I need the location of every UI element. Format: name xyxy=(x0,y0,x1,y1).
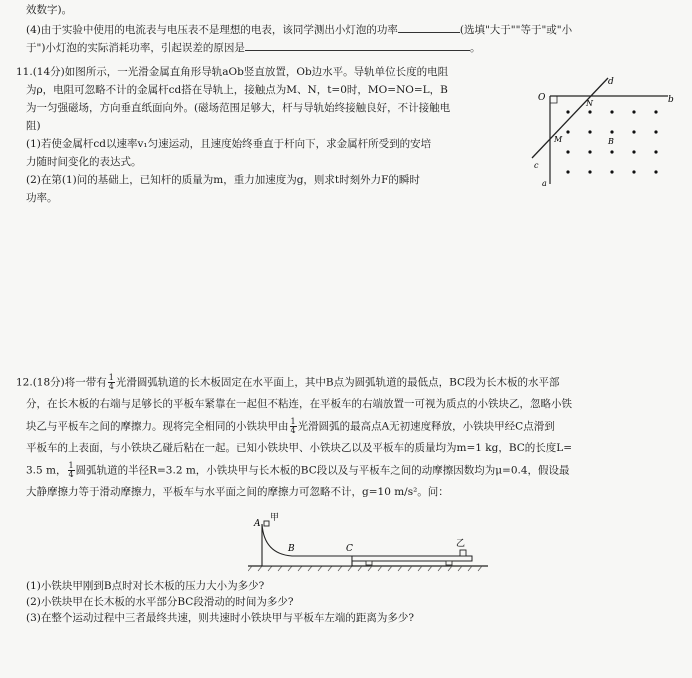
answer-blank-1[interactable] xyxy=(398,32,460,33)
answer-blank-2[interactable] xyxy=(245,50,470,51)
q12-track-figure xyxy=(248,510,488,576)
q12-line-4: 平板车的上表面，与小铁块乙碰后粘在一起。已知小铁块甲、小铁块乙以及平板车的质量均为m=1 kg，BC的长度L= xyxy=(26,442,573,454)
fraction-quarter: $\frac{1}{4}$ xyxy=(108,373,114,391)
q11-line-2: 为ρ，电阻可忽略不计的金属杆cd搭在导轨上，接触点为M、N，t=0时，MO=NO=L，B xyxy=(26,84,448,96)
q12-subq-2: (2)小铁块甲在长木板的水平部分BC段滑动的时间为多少? xyxy=(26,596,294,608)
label-c: c xyxy=(534,161,539,170)
block-jia xyxy=(264,521,269,526)
label-C: C xyxy=(346,544,353,554)
q11-line-3: 为一匀强磁场，方向垂直纸面向外。(磁场范围足够大，杆与导轨始终接触良好，不计接触电 xyxy=(26,102,451,114)
long-board xyxy=(262,524,352,566)
q10-part4-text-a: (4)由于实验中使用的电流表与电压表不是理想的电表，该同学测出小灯泡的功率 xyxy=(26,24,398,36)
q10-part4-text-b: (选填"大于""等于"或"小 xyxy=(459,24,573,36)
q12-line-5: 3.5 m， $\frac{1}{4}$ 圆弧轨道的半径R=3.2 m，小铁块甲与长木板的BC段以及与平板车之间的动摩擦因数均为μ=0.4，假设最 xyxy=(26,461,570,479)
label-a: a xyxy=(542,179,547,188)
q12-subq-1: (1)小铁块甲刚到B点时对长木板的压力大小为多少? xyxy=(26,580,265,592)
label-O: O xyxy=(538,93,546,103)
q11-line-5: (1)若使金属杆cd以速率v₁匀速运动，且速度始终垂直于杆向下，求金属杆所受到的安培 xyxy=(26,138,432,150)
label-jia: 甲 xyxy=(270,513,280,523)
block-yi xyxy=(460,550,466,556)
label-M: M xyxy=(554,135,563,144)
flat-cart xyxy=(352,556,472,561)
q10-part4-line2: 于")小灯泡的实际消耗功率，引起误差的原因是 。 xyxy=(26,42,481,54)
q11-line-6: 力随时间变化的表达式。 xyxy=(26,156,142,168)
ground-hatch xyxy=(248,566,482,571)
label-B: B xyxy=(608,137,614,146)
q12-subq-3: (3)在整个运动过程中三者最终共速，则共速时小铁块甲与平板车左端的距离为多少? xyxy=(26,612,415,624)
q12-line-1: 12.(18分)将一带有 $\frac{1}{4}$ 光滑圆弧轨道的长木板固定在水平面上，其中B点为圆弧轨道的最低点，BC段为长木板的水平部 xyxy=(16,373,560,391)
q11-line-7: (2)在第(1)问的基础上，已知杆的质量为m，重力加速度为g，则求t时刻外力F的瞬时 xyxy=(26,174,420,186)
right-angle-mark xyxy=(550,96,557,103)
label-d: d xyxy=(608,77,614,87)
fraction-quarter: $\frac{1}{4}$ xyxy=(290,417,296,435)
q10-part4-line1 xyxy=(26,22,572,39)
label-yi: 乙 xyxy=(456,539,466,549)
prev-question-tail: 效数字)。 xyxy=(26,4,73,16)
q11-rail-figure xyxy=(528,72,680,192)
q12-line-3: 块乙与平板车之间的摩擦力。现将完全相同的小铁块甲由 $\frac{1}{4}$ 光滑圆弧的最高点A无初速度释放，小铁块甲经C点滑到 xyxy=(26,417,555,435)
q11-line-8: 功率。 xyxy=(26,192,58,204)
q10-part4-text-c: 于")小灯泡的实际消耗功率，引起误差的原因是 xyxy=(26,42,245,54)
rod-cd xyxy=(532,78,608,158)
label-N: N xyxy=(586,99,593,108)
q11-line-1: 11.(14分)如图所示，一光滑金属直角形导轨aOb竖直放置，Ob边水平。导轨单位长度的电阻 xyxy=(16,66,449,78)
q12-line-6: 大静摩擦力等于滑动摩擦力，平板车与水平面之间的摩擦力可忽略不计，g=10 m/s²。问： xyxy=(26,486,449,498)
cart-wheels xyxy=(366,561,452,565)
label-b: b xyxy=(668,95,674,105)
q12-line-2: 分，在长木板的右端与足够长的平板车紧靠在一起但不粘连，在平板车的右端放置一可视为质点的小铁块乙，忽略小铁 xyxy=(26,398,572,410)
fraction-quarter: $\frac{1}{4}$ xyxy=(68,461,74,479)
label-A: A xyxy=(254,519,261,529)
q11-line-4: 阻) xyxy=(26,120,41,132)
label-B: B xyxy=(288,544,295,554)
